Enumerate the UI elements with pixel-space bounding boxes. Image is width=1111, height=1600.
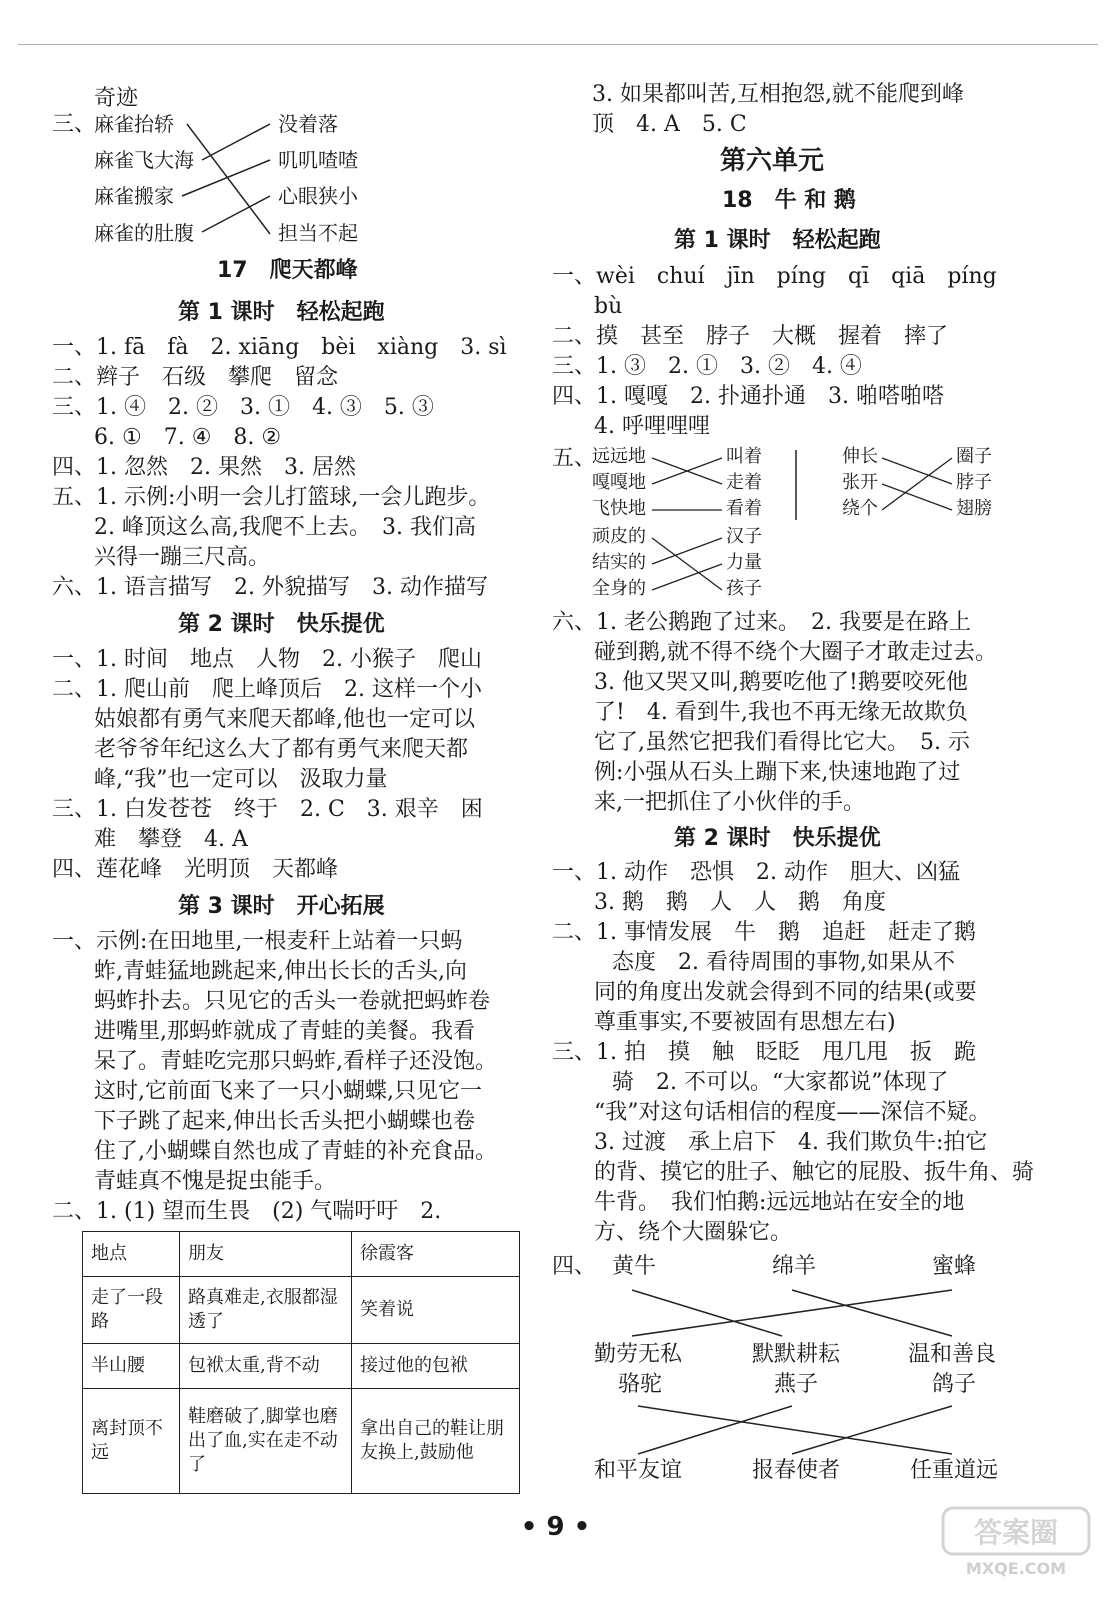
answer-line: 二、摸 甚至 脖子 大概 握着 摔了 [552, 324, 949, 349]
match-right-item: 圈子 [956, 446, 992, 467]
lesson-title: 18 牛 和 鹅 [722, 188, 856, 213]
answer-line: 一、wèi chuí jīn píng qī qiā píng [552, 264, 997, 289]
answer-line: 尊重事实,不要被固有思想左右) [594, 1010, 896, 1035]
table-cell: 半山腰 [83, 1344, 180, 1389]
match-item: 骆驼 [618, 1372, 663, 1397]
table-cell: 离封顶不远 [83, 1389, 180, 1494]
lesson-part-title: 第 3 课时 开心拓展 [178, 894, 385, 919]
answer-line: 6. ① 7. ④ 8. ② [94, 425, 282, 450]
answer-line: 住了,小蝴蝶自然也成了青蛙的补充食品。 [94, 1139, 497, 1164]
match-right-item: 翅膀 [956, 498, 992, 519]
answer-line: 的背、摸它的肚子、触它的屁股、扳牛角、骑 [594, 1160, 1035, 1185]
answer-line: “我”对这句话相信的程度——深信不疑。 [594, 1100, 991, 1125]
match-item: 和平友谊 [594, 1458, 683, 1483]
match-item: 勤劳无私 [594, 1342, 683, 1367]
answer-line: 兴得一蹦三尺高。 [94, 545, 271, 570]
matching-lines [552, 440, 1012, 600]
answer-line: 四、1. 嘎嘎 2. 扑通扑通 3. 啪嗒啪嗒 [552, 384, 944, 409]
answer-line: 三、1. 拍 摸 触 眨眨 甩几甩 扳 跪 [552, 1040, 976, 1065]
answer-table [82, 1231, 520, 1494]
answer-line: 呆了。青蛙吃完那只蚂蚱,看样子还没饱。 [94, 1049, 497, 1074]
answer-line: 3. 如果都叫苦,互相抱怨,就不能爬到峰 [592, 82, 964, 107]
table-row [83, 1389, 520, 1494]
match-left-item: 嘎嘎地 [592, 472, 646, 493]
answer-line: 同的角度出发就会得到不同的结果(或要 [594, 980, 977, 1005]
match-left-item: 麻雀飞大海 [94, 148, 194, 172]
watermark-logo [941, 1500, 1091, 1586]
match-item: 任重道远 [910, 1458, 999, 1483]
match-right-item: 孩子 [726, 578, 762, 599]
lesson-part-title: 第 1 课时 轻松起跑 [178, 300, 385, 325]
answer-line: 态度 2. 看待周围的事物,如果从不 [612, 950, 955, 975]
answer-line: 3. 过渡 承上启下 4. 我们欺负牛:拍它 [594, 1130, 988, 1155]
match-right-item: 担当不起 [278, 221, 358, 245]
match-item: 报春使者 [752, 1458, 841, 1483]
section-label: 四、 [552, 1254, 597, 1279]
answer-line: 二、1. 爬山前 爬上峰顶后 2. 这样一个小 [52, 677, 482, 702]
matching-lines [552, 1280, 1012, 1460]
answer-line: 骑 2. 不可以。“大家都说”体现了 [612, 1070, 949, 1095]
answer-line: 六、1. 语言描写 2. 外貌描写 3. 动作描写 [52, 575, 488, 600]
answer-line: 来,一把抓住了小伙伴的手。 [594, 790, 865, 815]
answer-line: 3. 他又哭又叫,鹅要吃他了!鹅要咬死他 [594, 670, 968, 695]
answer-line: 二、1. (1) 望而生畏 (2) 气喘吁吁 2. [52, 1199, 442, 1224]
match-left-item: 张开 [842, 472, 878, 493]
unit-title: 第六单元 [720, 146, 825, 176]
table-header-row [83, 1232, 520, 1277]
answer-line: 二、1. 事情发展 牛 鹅 追赶 赶走了鹅 [552, 920, 976, 945]
answer-line: 三、1. ③ 2. ① 3. ② 4. ④ [552, 354, 862, 379]
lesson-part-title: 第 2 课时 快乐提优 [178, 612, 385, 637]
match-left-item: 飞快地 [592, 498, 646, 519]
table-cell: 拿出自己的鞋让朋友换上,鼓励他 [352, 1389, 520, 1494]
match-right-item: 看着 [726, 498, 762, 519]
match-right-item: 没着落 [278, 112, 338, 136]
answer-line: 一、1. fā fà 2. xiāng bèi xiàng 3. sì [52, 335, 507, 360]
table-header-cell: 徐霞客 [352, 1232, 520, 1277]
answer-line: 牛背。 我们怕鹅:远远地站在安全的地 [594, 1190, 965, 1215]
match-left-item: 麻雀搬家 [94, 184, 174, 208]
table-row [83, 1344, 520, 1389]
answer-line: bù [594, 294, 623, 319]
match-left-item: 远远地 [592, 446, 646, 467]
section-label: 三、 [52, 112, 97, 137]
match-item: 燕子 [774, 1372, 819, 1397]
continued-word: 奇迹 [94, 86, 139, 111]
match-right-item: 走着 [726, 472, 762, 493]
match-item: 鸽子 [932, 1372, 977, 1397]
answer-line: 一、示例:在田地里,一根麦秆上站着一只蚂 [52, 929, 463, 954]
matching-lines [52, 80, 522, 283]
match-item: 绵羊 [772, 1254, 817, 1279]
lesson-title: 17 爬天都峰 [217, 258, 358, 283]
answer-line: 3. 鹅 鹅 人 人 鹅 角度 [594, 890, 886, 915]
answer-line: 这时,它前面飞来了一只小蝴蝶,只见它一 [94, 1079, 482, 1104]
table-cell: 包袱太重,背不动 [180, 1344, 352, 1389]
answer-line: 二、辫子 石级 攀爬 留念 [52, 365, 339, 390]
page-number: • 9 • [520, 1512, 591, 1542]
answer-line: 进嘴里,那蚂蚱就成了青蛙的美餐。我看 [94, 1019, 475, 1044]
match-left-item: 麻雀抬轿 [94, 112, 174, 136]
answer-line: 下子跳了起来,伸出长舌头把小蝴蝶也卷 [94, 1109, 475, 1134]
answer-line: 顶 4. A 5. C [592, 112, 747, 137]
answer-line: 六、1. 老公鹅跑了过来。 2. 我要是在路上 [552, 610, 971, 635]
answer-line: 了! 4. 看到牛,我也不再无缘无故欺负 [594, 700, 968, 725]
answer-line: 一、1. 时间 地点 人物 2. 小猴子 爬山 [52, 647, 482, 672]
answer-line: 2. 峰顶这么高,我爬不上去。 3. 我们高 [94, 515, 476, 540]
table-header-cell: 朋友 [180, 1232, 352, 1277]
answer-line: 三、1. 白发苍苍 终于 2. C 3. 艰辛 困 [52, 797, 483, 822]
lesson-part-title: 第 1 课时 轻松起跑 [674, 228, 881, 253]
match-right-item: 心眼狭小 [278, 184, 358, 208]
answer-line: 峰,“我”也一定可以 汲取力量 [94, 767, 388, 792]
answer-line: 碰到鹅,就不得不绕个大圈子才敢走过去。 [594, 640, 997, 665]
answer-line: 4. 呼哩哩哩 [594, 414, 710, 439]
answer-line: 青蛙真不愧是捉虫能手。 [94, 1169, 337, 1194]
match-left-item: 全身的 [592, 578, 646, 599]
answer-line: 难 攀登 4. A [94, 827, 248, 852]
match-right-item: 叽叽喳喳 [278, 148, 358, 172]
answer-line: 它了,虽然它把我们看得比它大。 5. 示 [594, 730, 970, 755]
top-rule [18, 44, 1098, 45]
table-cell: 走了一段路 [83, 1277, 180, 1344]
section-label: 五、 [552, 446, 597, 471]
match-item: 温和善良 [908, 1342, 997, 1367]
answer-line: 方、绕个大圈躲它。 [594, 1220, 793, 1245]
match-left-item: 麻雀的肚腹 [94, 221, 194, 245]
match-item: 默默耕耘 [752, 1342, 841, 1367]
table-cell: 笑着说 [352, 1277, 520, 1344]
svg-text:MXQE.COM: MXQE.COM [965, 1559, 1067, 1578]
match-item: 黄牛 [612, 1254, 657, 1279]
match-item: 蜜蜂 [932, 1254, 977, 1279]
table-header-cell: 地点 [83, 1232, 180, 1277]
answer-line: 蚂蚱扑去。只见它的舌头一卷就把蚂蚱卷 [94, 989, 491, 1014]
match-left-item: 伸长 [842, 446, 878, 467]
answer-line: 五、1. 示例:小明一会儿打篮球,一会儿跑步。 [52, 485, 491, 510]
match-right-item: 叫着 [726, 446, 762, 467]
answer-line: 蚱,青蛙猛地跳起来,伸出长长的舌头,向 [94, 959, 467, 984]
watermark-stamp-icon [941, 1500, 1091, 1580]
answer-line: 三、1. ④ 2. ② 3. ① 4. ③ 5. ③ [52, 395, 434, 420]
answer-line: 一、1. 动作 恐惧 2. 动作 胆大、凶猛 [552, 860, 960, 885]
answer-line: 四、莲花峰 光明顶 天都峰 [52, 857, 339, 882]
match-left-item: 绕个 [842, 498, 878, 519]
table-cell: 接过他的包袱 [352, 1344, 520, 1389]
answer-line: 老爷爷年纪这么大了都有勇气来爬天都 [94, 737, 469, 762]
table-row [83, 1277, 520, 1344]
match-left-item: 顽皮的 [592, 526, 646, 547]
table-cell: 路真难走,衣服都湿透了 [180, 1277, 352, 1344]
answer-line: 姑娘都有勇气来爬天都峰,他也一定可以 [94, 707, 475, 732]
answer-line: 四、1. 忽然 2. 果然 3. 居然 [52, 455, 356, 480]
answer-line: 例:小强从石头上蹦下来,快速地跑了过 [594, 760, 961, 785]
match-right-item: 脖子 [956, 472, 992, 493]
table-cell: 鞋磨破了,脚掌也磨出了血,实在走不动了 [180, 1389, 352, 1494]
match-right-item: 汉子 [726, 526, 762, 547]
match-right-item: 力量 [726, 552, 762, 573]
svg-text:答案圈: 答案圈 [973, 1516, 1059, 1549]
lesson-part-title: 第 2 课时 快乐提优 [674, 826, 881, 851]
match-left-item: 结实的 [592, 552, 646, 573]
